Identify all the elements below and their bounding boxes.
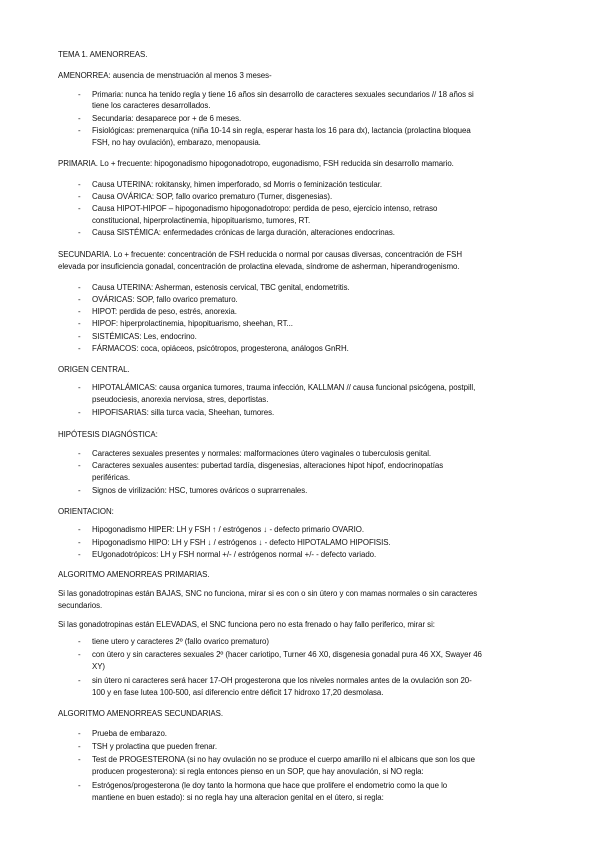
secundaria-heading: SECUNDARIA. Lo + frecuente: concentración de FSH reducida o normal por causas diversas, concentración de FSH [58,250,463,259]
algoritmo-secundarias-heading: ALGORITMO AMENORREAS SECUNDARIAS. [58,709,223,718]
list-item: Causa OVÁRICA: SOP, fallo ovarico prematuro (Turner, disgenesias). [92,192,333,201]
list-item: Fisiológicas: premenarquica (niña 10-14 sin regla, esperar hasta los 16 para dx), lactancia (prolactina bloquea [92,126,471,135]
list-item: OVÁRICAS: SOP, fallo ovarico prematuro. [92,295,238,304]
bullet-dash: - [78,180,81,189]
bullet-dash: - [78,408,81,417]
bullet-dash: - [78,461,81,470]
list-item: HIPOT: perdida de peso, estrés, anorexia. [92,307,237,316]
bullet-dash: - [78,295,81,304]
bullet-dash: - [78,781,81,790]
list-item: Primaria: nunca ha tenido regla y tiene 16 años sin desarrollo de caracteres sexuales secundarios // 18 años si [92,90,474,99]
list-item: tiene utero y caracteres 2º (fallo ovarico prematuro) [92,637,269,646]
list-item: FSH, no hay ovulación), embarazo, menopausia. [92,138,261,147]
list-item: Caracteres sexuales ausentes: pubertad tardía, disgenesias, alteraciones hipot hipof, endocrinopatías [92,461,444,470]
list-item: mantiene en buen estado): si no regla hay una alteracion genital en el útero, si regla: [92,793,384,802]
list-item: Signos de virilización: HSC, tumores ováricos o suprarrenales. [92,486,308,495]
list-item: XY) [92,662,106,671]
bullet-dash: - [78,332,81,341]
list-item: Secundaria: desaparece por + de 6 meses. [92,114,242,123]
bullet-dash: - [78,742,81,751]
list-item: FÁRMACOS: coca, opiáceos, psicótropos, progesterona, análogos GnRH. [92,344,349,353]
hipotesis-heading: HIPÓTESIS DIAGNÓSTICA: [58,430,158,439]
list-item: Causa HIPOT-HIPOF – hipogonadismo hipogonadotropo: perdida de peso, ejercicio intenso, retraso [92,204,438,213]
bullet-dash: - [78,650,81,659]
list-item: con útero y sin caracteres sexuales 2º (hacer cariotipo, Turner 46 X0, disgenesia gonadal pura 46 XX, Swayer 46 [92,650,482,659]
list-item: Hipogonadismo HIPER: LH y FSH ↑ / estrógenos ↓ - defecto primario OVARIO. [92,525,365,534]
list-item: TSH y prolactina que pueden frenar. [92,742,218,751]
orientacion-heading: ORIENTACION: [58,507,114,516]
document-title: TEMA 1. AMENORREAS. [58,50,148,59]
paragraph-line: Si las gonadotropinas están ELEVADAS, el SNC funciona pero no esta frenado o hay fallo periferico, mirar si: [58,620,435,629]
list-item: pseudociesis, anorexia nerviosa, stres, deportistas. [92,395,269,404]
bullet-dash: - [78,525,81,534]
bullet-dash: - [78,114,81,123]
bullet-dash: - [78,755,81,764]
bullet-dash: - [78,228,81,237]
bullet-dash: - [78,729,81,738]
list-item: Test de PROGESTERONA (si no hay ovulación no se produce el cuerpo amarillo ni el albicans que son los que [92,755,475,764]
list-item: HIPOF: hiperprolactinemia, hipopituarismo, sheehan, RT... [92,319,293,328]
origen-heading: ORIGEN CENTRAL. [58,365,130,374]
bullet-dash: - [78,550,81,559]
bullet-dash: - [78,307,81,316]
bullet-dash: - [78,126,81,135]
bullet-dash: - [78,344,81,353]
definition-line: AMENORREA: ausencia de menstruación al menos 3 meses- [58,71,272,80]
bullet-dash: - [78,319,81,328]
bullet-dash: - [78,383,81,392]
list-item: HIPOFISARIAS: silla turca vacia, Sheehan, tumores. [92,408,275,417]
list-item: 100 y en fase lutea 100-500, así diferencio entre déficit 17 hidroxo 17,20 desmolasa. [92,688,384,697]
bullet-dash: - [78,538,81,547]
list-item: constitucional, hiperprolactinemia, hipopituarismo, tumores, RT. [92,216,311,225]
bullet-dash: - [78,283,81,292]
list-item: periféricas. [92,473,130,482]
bullet-dash: - [78,204,81,213]
algoritmo-primarias-heading: ALGORITMO AMENORREAS PRIMARIAS. [58,570,210,579]
list-item: Hipogonadismo HIPO: LH y FSH ↓ / estrógenos ↓ - defecto HIPOTALAMO HIPOFISIS. [92,538,391,547]
list-item: EUgonadotrópicos: LH y FSH normal +/- / estrógenos normal +/- - defecto variado. [92,550,377,559]
list-item: sin útero ni caracteres será hacer 17-OH progesterona que los niveles normales antes de la ovulación son 20- [92,676,472,685]
list-item: tiene los caracteres desarrollados. [92,101,211,110]
bullet-dash: - [78,637,81,646]
list-item: Causa SISTÉMICA: enfermedades crónicas de larga duración, alteraciones endocrinas. [92,228,395,237]
list-item: Causa UTERINA: rokitansky, himen imperforado, sd Morris o feminización testicular. [92,180,383,189]
bullet-dash: - [78,676,81,685]
list-item: SISTÉMICAS: Les, endocrino. [92,332,197,341]
paragraph-line: Si las gonadotropinas están BAJAS, SNC no funciona, mirar si es con o sin útero y con mamas normales o sin caracteres [58,589,478,598]
list-item: Estrógenos/progesterona (le doy tanto la hormona que hace que prolifere el endometrio como la que lo [92,781,448,790]
list-item: HIPOTALÁMICAS: causa organica tumores, trauma infección, KALLMAN // causa funcional psicógena, postpill, [92,383,476,392]
bullet-dash: - [78,486,81,495]
list-item: producen progesterona): si regla entonces pienso en un SOP, que hay anovulación, si NO regla: [92,767,424,776]
list-item: Caracteres sexuales presentes y normales: malformaciones útero vaginales o tuberculosis genital. [92,449,432,458]
bullet-dash: - [78,449,81,458]
list-item: Causa UTERINA: Asherman, estenosis cervical, TBC genital, endometritis. [92,283,350,292]
bullet-dash: - [78,192,81,201]
list-item: Prueba de embarazo. [92,729,167,738]
paragraph-line: secundarios. [58,601,103,610]
bullet-dash: - [78,90,81,99]
secundaria-heading-cont: elevada por insuficiencia gonadal, concentración de prolactina elevada, síndrome de asherman, hiperandrogenismo. [58,262,460,271]
primaria-heading: PRIMARIA. Lo + frecuente: hipogonadismo hipogonadotropo, eugonadismo, FSH reducida sin desarrollo mamario. [58,159,454,168]
